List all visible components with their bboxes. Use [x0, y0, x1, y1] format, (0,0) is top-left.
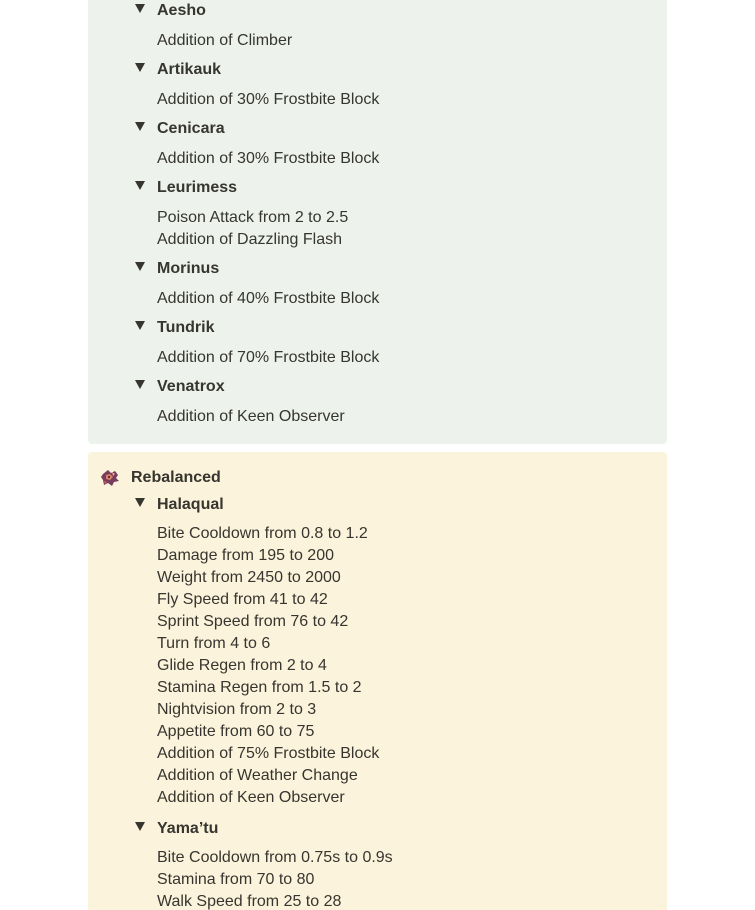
- toggle-triangle-icon[interactable]: [135, 262, 145, 271]
- toggle-title[interactable]: Yama’tu: [157, 820, 219, 837]
- rebalanced-callout: [88, 452, 667, 910]
- change-item: Walk Speed from 25 to 28: [157, 893, 342, 910]
- toggle-title[interactable]: Halaqual: [157, 496, 224, 513]
- change-item: Addition of Keen Observer: [157, 789, 345, 806]
- toggle-title[interactable]: Leurimess: [157, 179, 238, 196]
- toggle-triangle-icon[interactable]: [135, 321, 145, 330]
- change-item: Addition of 30% Frostbite Block: [157, 91, 380, 108]
- change-item: Addition of Weather Change: [157, 767, 358, 784]
- change-item: Addition of Climber: [157, 32, 293, 49]
- change-item: Sprint Speed from 76 to 42: [157, 613, 349, 630]
- change-item: Bite Cooldown from 0.8 to 1.2: [157, 525, 368, 542]
- callout-title: Rebalanced: [131, 469, 221, 486]
- change-item: Bite Cooldown from 0.75s to 0.9s: [157, 849, 393, 866]
- change-item: Fly Speed from 41 to 42: [157, 591, 328, 608]
- change-item: Stamina Regen from 1.5 to 2: [157, 679, 362, 696]
- change-item: Poison Attack from 2 to 2.5: [157, 209, 349, 226]
- toggle-triangle-icon[interactable]: [135, 63, 145, 72]
- toggle-triangle-icon[interactable]: [135, 380, 145, 389]
- change-item: Glide Regen from 2 to 4: [157, 657, 327, 674]
- change-item: Addition of 75% Frostbite Block: [157, 745, 380, 762]
- change-item: Weight from 2450 to 2000: [157, 569, 341, 586]
- toggle-triangle-icon[interactable]: [135, 181, 145, 190]
- change-item: Addition of Dazzling Flash: [157, 231, 342, 248]
- change-item: Appetite from 60 to 75: [157, 723, 315, 740]
- creature-icon[interactable]: [100, 468, 120, 488]
- change-item: Addition of 30% Frostbite Block: [157, 150, 380, 167]
- toggle-triangle-icon[interactable]: [135, 122, 145, 131]
- toggle-title[interactable]: Aesho: [157, 2, 206, 19]
- change-item: Nightvision from 2 to 3: [157, 701, 317, 718]
- toggle-title[interactable]: Tundrik: [157, 319, 215, 336]
- change-item: Addition of 70% Frostbite Block: [157, 349, 380, 366]
- toggle-title[interactable]: Artikauk: [157, 61, 222, 78]
- toggle-title[interactable]: Cenicara: [157, 120, 225, 137]
- change-item: Damage from 195 to 200: [157, 547, 334, 564]
- change-item: Stamina from 70 to 80: [157, 871, 315, 888]
- change-item: Addition of Keen Observer: [157, 408, 345, 425]
- toggle-title[interactable]: Venatrox: [157, 378, 225, 395]
- toggle-triangle-icon[interactable]: [135, 4, 145, 13]
- change-item: Turn from 4 to 6: [157, 635, 271, 652]
- toggle-triangle-icon[interactable]: [135, 498, 145, 507]
- toggle-triangle-icon[interactable]: [135, 822, 145, 831]
- change-item: Addition of 40% Frostbite Block: [157, 290, 380, 307]
- added-callout: [88, 0, 667, 444]
- toggle-title[interactable]: Morinus: [157, 260, 220, 277]
